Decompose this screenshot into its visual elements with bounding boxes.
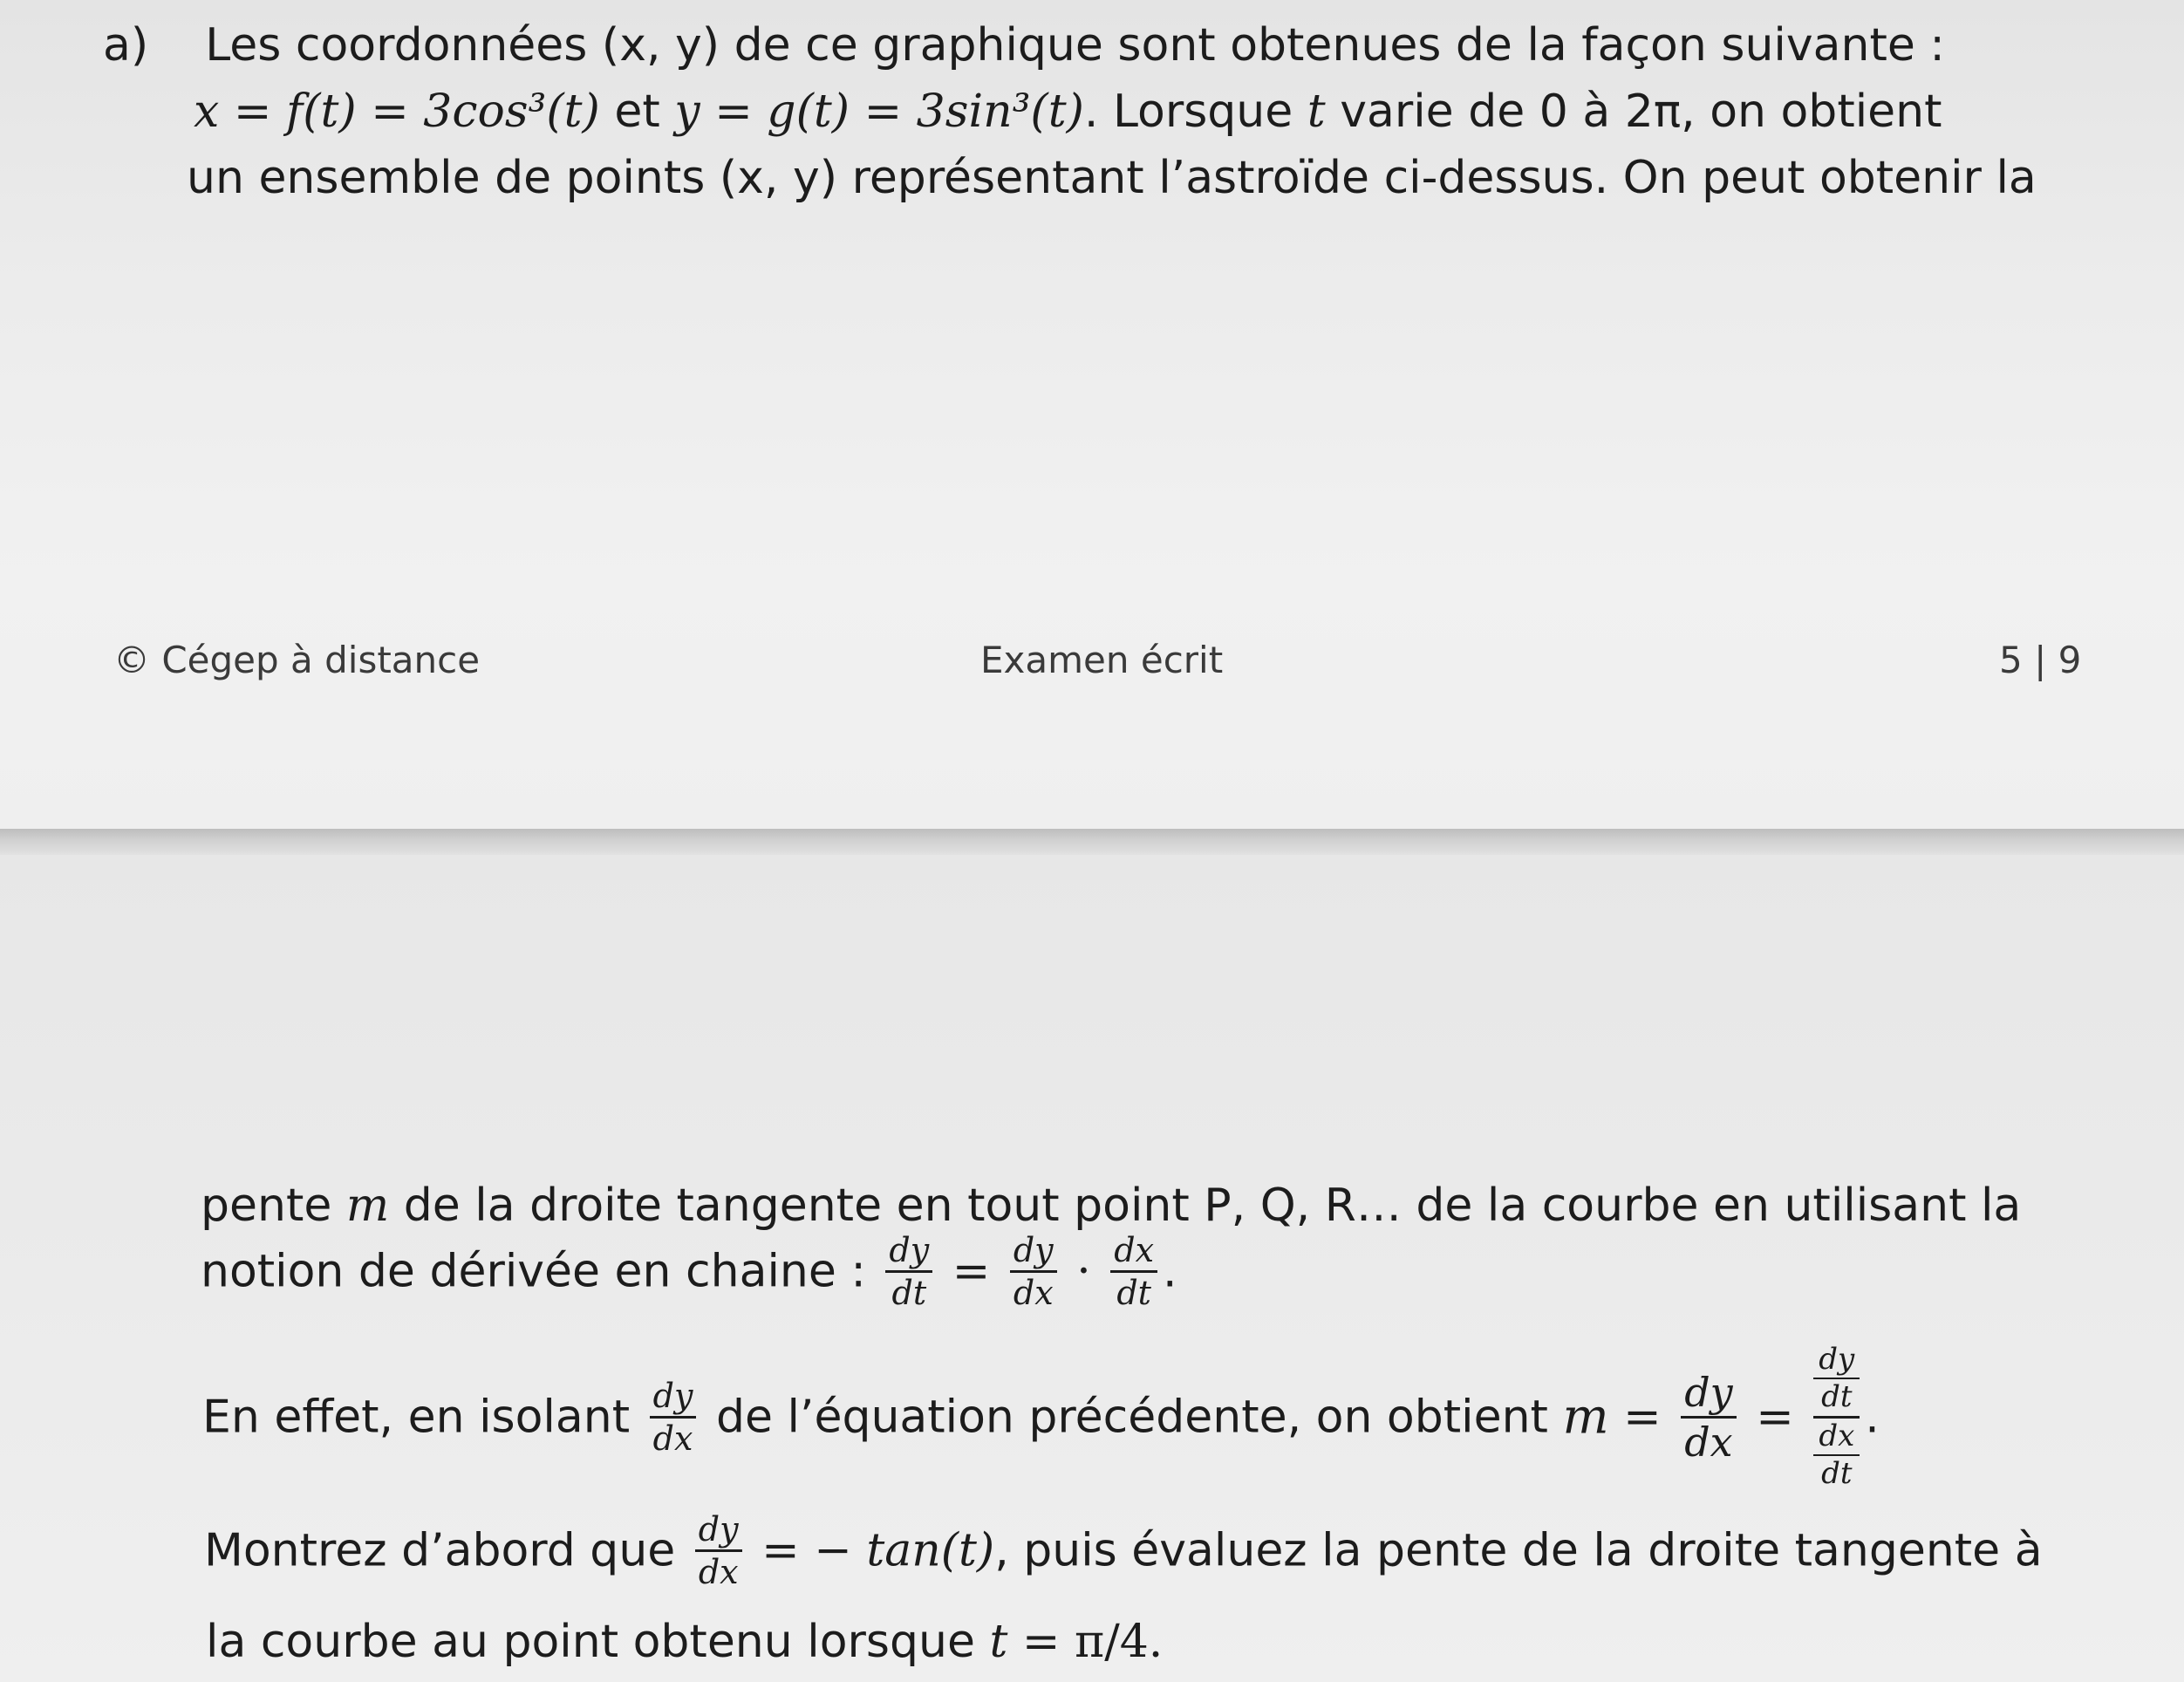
- question-line-3: [187, 152, 2037, 204]
- variable-t: t: [1307, 85, 1326, 138]
- question-text-3: un ensemble de points (x, y) représentant l’astroïde ci-dessus. On peut obtenir la: [187, 152, 2037, 204]
- nested-fraction: dy dt dx dt: [1813, 1344, 1860, 1491]
- equation-y: y = g(t) = 3sin³(t): [674, 85, 1084, 138]
- text-montrez: Montrez d’abord que: [204, 1524, 676, 1577]
- question-text: Les coordonnées (x, y) de ce graphique sont obtenues de la façon suivante :: [205, 19, 1945, 72]
- fraction-m-dy-dx: $\frac{dy}{dx}$: [1681, 1372, 1736, 1462]
- text-droite-tangente: de la droite tangente en tout point P, Q, R… de la courbe en utilisant la: [403, 1179, 2022, 1232]
- tan-result: = − tan(t): [761, 1524, 995, 1577]
- dot-operator: ·: [1076, 1245, 1091, 1298]
- variable-m: m: [345, 1179, 390, 1232]
- equals-sign: =: [952, 1245, 991, 1298]
- item-label: a): [103, 19, 149, 72]
- question-line-1: [103, 19, 1945, 72]
- text-courbe-point: la courbe au point obtenu lorsque: [206, 1616, 975, 1668]
- isolation-line: [202, 1344, 1880, 1491]
- page-separator: [0, 829, 2184, 855]
- footer-center: Examen écrit: [980, 639, 1224, 681]
- final-line: [206, 1616, 1164, 1668]
- t-value: = π/4.: [1021, 1616, 1164, 1668]
- period-2: .: [1865, 1391, 1880, 1444]
- fraction-dy-dx-result: $\frac{dy}{dx}$: [695, 1513, 742, 1589]
- footer-left: © Cégep à distance: [113, 639, 481, 681]
- continued-line-1: [201, 1179, 2022, 1232]
- fraction-dy-dx-inline: $\frac{dy}{dx}$: [650, 1379, 697, 1455]
- conjunction: et: [614, 85, 660, 138]
- show-that-line: [204, 1510, 2043, 1591]
- fraction-dy-dx: $\frac{dy}{dx}$: [1010, 1234, 1057, 1309]
- text-varie: varie de 0 à 2π, on obtient: [1340, 85, 1942, 138]
- chain-rule-line: [201, 1231, 1177, 1312]
- page-number: 5 | 9: [1999, 639, 2082, 681]
- variable-m-2: m: [1562, 1388, 1609, 1446]
- question-line-2: [194, 85, 1942, 138]
- period: .: [1163, 1245, 1177, 1298]
- text-pente: pente: [201, 1179, 332, 1232]
- equals-sign-3: =: [1756, 1391, 1794, 1444]
- fraction-dx-dt: $\frac{dx}{dt}$: [1110, 1234, 1157, 1309]
- text-lorsque: . Lorsque: [1083, 85, 1293, 138]
- text-notion-derivee: notion de dérivée en chaine :: [201, 1245, 866, 1298]
- text-equation-precedente: de l’équation précédente, on obtient: [715, 1391, 1548, 1444]
- text-puis-evaluez: , puis évaluez la pente de la droite tangente à: [994, 1524, 2043, 1577]
- variable-t-2: t: [989, 1616, 1008, 1668]
- equals-sign-2: =: [1623, 1391, 1662, 1444]
- text-en-effet: En effet, en isolant: [202, 1391, 631, 1444]
- fraction-dy-dt: $\frac{dy}{dt}$: [885, 1234, 932, 1309]
- equation-x: x = f(t) = 3cos³(t): [194, 85, 600, 138]
